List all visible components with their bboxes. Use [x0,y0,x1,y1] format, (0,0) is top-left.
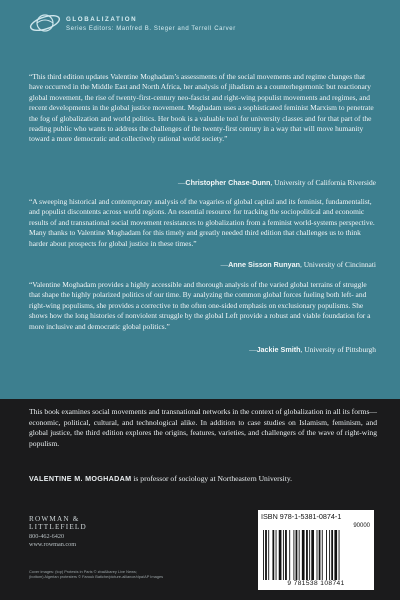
blurb-text: “Valentine Moghadam provides a highly accessible and thorough analysis of the varied global terrains of struggle that shape the highly polarized politics of our time. By analyzing the common global forces fueling both left- and right-wing populisms, she provides a corrective to the often one-sided emphasis on exclusionary populisms. She shows how the long histories of nonviolent struggle by the global Left provide a robust and viable foundation for a more inclusive and democratic global politics.” [29,280,371,331]
blurb-affiliation: , University of California Riverside [270,178,376,187]
blurb-text: “This third edition updates Valentine Moghadam’s assessments of the social movements and regime changes that have occurred in the Middle East and North Africa, her analysis of jihadism as a counterhegemonic but reactionary global movement, the rise of twenty-first-century neo-fascist and right-wing populist movements and regimes, and recent developments in the global justice movement. Moghadam uses a sophisticated feminist Marxism to penetrate the fog of globalization and world politics. Her book is a valuable tool for university classes and for that part of the reading public who wants to address the challenges of the twenty-first century in a way that will move humanity toward a more democratic and collectively rational world society.” [29,72,374,144]
series-title: GLOBALIZATION [66,16,138,23]
author-bio-text: is professor of sociology at Northeastern University. [131,474,293,483]
barcode-icon [262,530,370,580]
cover-credits [29,569,249,580]
blurb-attribution: —Jackie Smith, University of Pittsburgh [249,345,376,354]
blurb-text: “A sweeping historical and contemporary analysis of the vagaries of global capital and its feminist, fundamentalist, and populist discontents across world regions. An essential resource for tracking the sociopolitical and economic results of and transnational social movement resistances to globalization from a feminist world-systems perspective. Many thanks to Valentine Moghadam for this timely and greatly needed third edition that challenges us to think harder about prospects for global justice in these times.” [29,197,375,248]
publisher-line-1: ROWMAN & [29,515,80,523]
book-description: This book examines social movements and transnational networks in the context of globalization in all its forms—economic, political, cultural, and technological alike. In addition to case studies on Islamism, feminism, and global justice, the third edition explores the origins, features, varieties, and challengers of the wave of right-wing populism. [29,407,377,448]
price-code: 90000 [353,523,370,529]
blurb-attribution: —Anne Sisson Runyan, University of Cincinnati [220,260,376,269]
author-name: VALENTINE M. MOGHADAM [29,474,132,483]
blurb-author: Jackie Smith [256,345,301,354]
publisher-line-2: LITTLEFIELD [29,523,87,532]
blurb-author: Anne Sisson Runyan [228,260,300,269]
globe-logo-icon [28,12,62,34]
barcode-digits: 9 781538 108741 [287,580,345,587]
series-editors: Series Editors: Manfred B. Steger and Terrell Carver [66,26,236,32]
blurb-affiliation: , University of Cincinnati [299,260,376,269]
credit-line: (bottom) Algerian protesters © Farouk Batiche/picture-alliance/dpa/AP Images [29,574,164,580]
isbn-text: ISBN 978-1-5381-0874-1 [261,512,342,521]
publisher-logo [29,515,87,531]
barcode-label [258,510,374,590]
credit-line: Cover images: (top) Protests in Paris © zbaAlkarey Live News; [29,569,137,574]
publisher-contact [29,533,76,549]
author-bio [29,474,379,484]
publisher-phone: 800-462-6420 [29,533,65,540]
blurb-attribution: —Christopher Chase-Dunn, University of California Riverside [177,178,376,187]
blurb-affiliation: , University of Pittsburgh [300,345,376,354]
blurb-author: Christopher Chase-Dunn [185,178,271,187]
publisher-website: www.rowman.com [29,541,77,548]
